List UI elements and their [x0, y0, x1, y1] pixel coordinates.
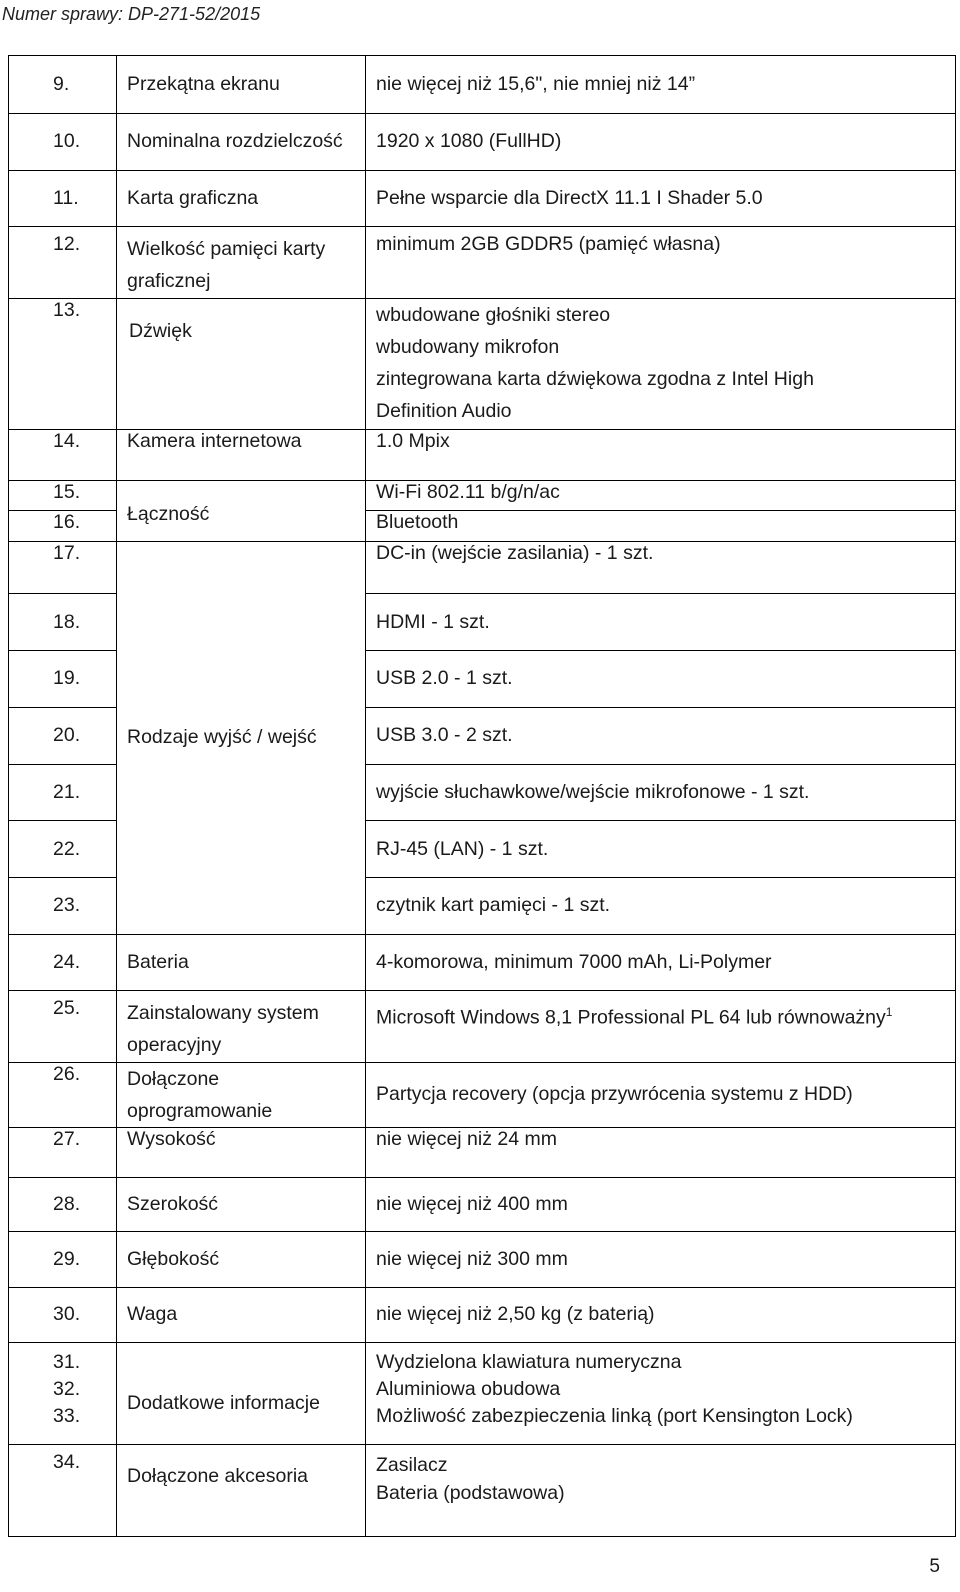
table-row [9, 480, 956, 510]
table-row [9, 541, 956, 594]
footnote-marker: 1 [885, 1004, 893, 1019]
row-number: 10. [9, 113, 117, 170]
row-category: Dodatkowe informacje [117, 1343, 366, 1444]
row-value-line: Wydzielona klawiatura numeryczna [376, 1351, 682, 1374]
row-value-line: zintegrowana karta dźwiękowa zgodna z Intel High [376, 368, 814, 391]
table-row [9, 990, 956, 1062]
row-value: RJ-45 (LAN) - 1 szt. [366, 821, 956, 878]
row-value [366, 990, 956, 1062]
row-number-line: 32. [53, 1378, 81, 1401]
row-number: 25. [9, 990, 117, 1062]
table-row [9, 170, 956, 227]
row-value-line: Możliwość zabezpieczenia linką (port Kensington Lock) [376, 1405, 853, 1428]
table-row [9, 430, 956, 481]
row-number [9, 1343, 117, 1444]
row-number: 18. [9, 594, 117, 651]
table-row [9, 1062, 956, 1128]
row-number: 28. [9, 1178, 117, 1232]
row-category: Głębokość [117, 1231, 366, 1287]
row-number: 26. [9, 1062, 117, 1128]
row-category: Przekątna ekranu [117, 56, 366, 114]
row-number: 20. [9, 707, 117, 764]
row-value: USB 3.0 - 2 szt. [366, 707, 956, 764]
row-value: nie więcej niż 300 mm [366, 1231, 956, 1287]
row-value: 1.0 Mpix [366, 430, 956, 481]
row-number: 30. [9, 1287, 117, 1343]
row-value: Pełne wsparcie dla DirectX 11.1 I Shader 5.0 [366, 170, 956, 227]
row-category-line: graficznej [127, 270, 211, 293]
page-number: 5 [929, 1556, 940, 1577]
row-value: nie więcej niż 2,50 kg (z baterią) [366, 1287, 956, 1343]
row-category-line: Dołączone [127, 1067, 220, 1090]
row-value: 1920 x 1080 (FullHD) [366, 113, 956, 170]
table-row [9, 1444, 956, 1536]
row-category: Wysokość [117, 1128, 366, 1178]
row-category-line: Wielkość pamięci karty [127, 238, 326, 261]
row-category: Dołączone akcesoria [117, 1444, 366, 1536]
row-category: Waga [117, 1287, 366, 1343]
row-value: USB 2.0 - 1 szt. [366, 650, 956, 707]
table-row [9, 1128, 956, 1178]
row-category-line: oprogramowanie [127, 1099, 273, 1122]
row-value-line: Zasilacz [376, 1453, 448, 1476]
row-value: Partycja recovery (opcja przywrócenia systemu z HDD) [366, 1062, 956, 1128]
row-value: Bluetooth [366, 511, 956, 541]
row-number: 13. [9, 299, 117, 430]
row-number-line: 31. [53, 1351, 81, 1374]
row-number: 27. [9, 1128, 117, 1178]
table-row [9, 1343, 956, 1444]
row-category [117, 990, 366, 1062]
row-category: Karta graficzna [117, 170, 366, 227]
ports-group-label: Rodzaje wyjść / wejść [117, 541, 366, 934]
row-number: 14. [9, 430, 117, 481]
row-value [366, 1444, 956, 1536]
table-row [9, 299, 956, 430]
connectivity-group-label: Łączność [117, 480, 366, 541]
row-category: Szerokość [117, 1178, 366, 1232]
row-value-line: Aluminiowa obudowa [376, 1378, 561, 1401]
row-number-line: 33. [53, 1405, 81, 1428]
row-value [366, 299, 956, 430]
row-value: nie więcej niż 400 mm [366, 1178, 956, 1232]
table-row [9, 1287, 956, 1343]
row-value-line: Bateria (podstawowa) [376, 1481, 565, 1504]
table-row [9, 1231, 956, 1287]
row-value: DC-in (wejście zasilania) - 1 szt. [366, 541, 956, 594]
row-value: HDMI - 1 szt. [366, 594, 956, 651]
row-number: 11. [9, 170, 117, 227]
table-row [9, 1178, 956, 1232]
row-number: 22. [9, 821, 117, 878]
row-value: czytnik kart pamięci - 1 szt. [366, 878, 956, 935]
row-number: 23. [9, 878, 117, 935]
row-category-line: Dźwięk [129, 320, 192, 343]
row-value: nie więcej niż 15,6", nie mniej niż 14” [366, 56, 956, 114]
row-value-line: wbudowany mikrofon [376, 336, 560, 359]
row-value: wyjście słuchawkowe/wejście mikrofonowe - 1 szt. [366, 764, 956, 821]
row-category [117, 1062, 366, 1128]
row-number: 19. [9, 650, 117, 707]
table-row [9, 56, 956, 114]
row-number: 15. [9, 480, 117, 510]
row-category [117, 227, 366, 299]
row-value: minimum 2GB GDDR5 (pamięć własna) [366, 227, 956, 299]
row-category-line: Zainstalowany system [127, 1001, 319, 1024]
row-category: Nominalna rozdzielczość [117, 113, 366, 170]
row-value [366, 1343, 956, 1444]
row-category [117, 299, 366, 430]
table-row [9, 113, 956, 170]
table-row [9, 934, 956, 990]
row-number: 24. [9, 934, 117, 990]
row-number: 9. [9, 56, 117, 114]
row-value-text: Microsoft Windows 8,1 Professional PL 64 lub równoważny [376, 1006, 886, 1029]
row-category-line: operacyjny [127, 1033, 222, 1056]
row-number: 21. [9, 764, 117, 821]
row-number: 34. [9, 1444, 117, 1536]
spec-table [8, 55, 956, 1537]
row-category: Kamera internetowa [117, 430, 366, 481]
case-number-header: Numer sprawy: DP-271-52/2015 [2, 4, 261, 24]
table-row [9, 227, 956, 299]
row-number: 16. [9, 511, 117, 541]
row-number: 29. [9, 1231, 117, 1287]
row-value-line: wbudowane głośniki stereo [376, 304, 611, 327]
row-value: nie więcej niż 24 mm [366, 1128, 956, 1178]
row-value-line: Definition Audio [376, 400, 512, 423]
row-number: 17. [9, 541, 117, 594]
row-value: 4-komorowa, minimum 7000 mAh, Li-Polymer [366, 934, 956, 990]
row-number: 12. [9, 227, 117, 299]
row-value: Wi-Fi 802.11 b/g/n/ac [366, 480, 956, 510]
row-category: Bateria [117, 934, 366, 990]
